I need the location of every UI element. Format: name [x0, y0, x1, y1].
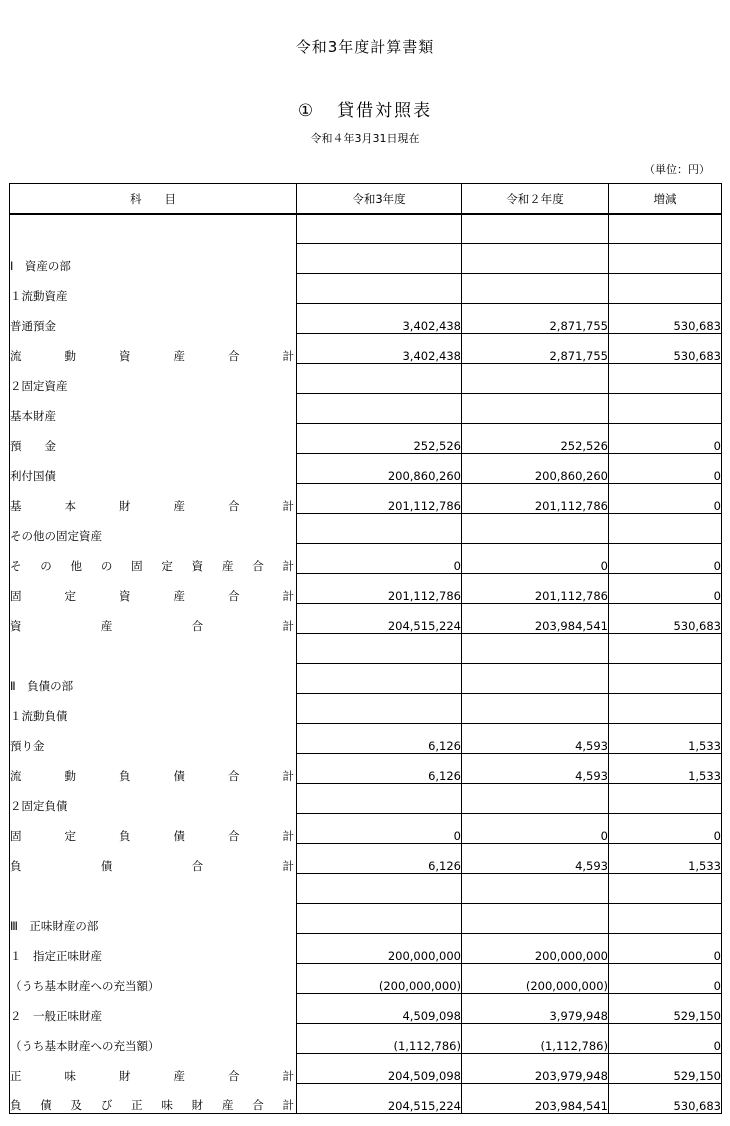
current-year-value: (1,112,786) [297, 1024, 462, 1054]
change-value [609, 664, 722, 694]
current-year-value: 201,112,786 [297, 484, 462, 514]
change-value: 530,683 [609, 334, 722, 364]
table-row [10, 1024, 722, 1054]
change-value [609, 634, 722, 664]
current-year-value [297, 394, 462, 424]
prior-year-value: 4,593 [462, 754, 609, 784]
current-year-value [297, 274, 462, 304]
account-label [10, 1024, 297, 1054]
change-value: 0 [609, 1024, 722, 1054]
table-row [10, 904, 722, 934]
account-label [10, 1084, 297, 1114]
table-row [10, 304, 722, 334]
change-value: 530,683 [609, 604, 722, 634]
prior-year-value: 252,526 [462, 424, 609, 454]
prior-year-value: 203,979,948 [462, 1054, 609, 1084]
account-label [10, 604, 297, 634]
blank-cell [10, 214, 297, 244]
table-row [10, 364, 722, 394]
change-value: 0 [609, 454, 722, 484]
account-label-text: ２ 一般正味財産 [10, 1008, 102, 1023]
prior-year-value: 200,860,260 [462, 454, 609, 484]
table-row [10, 964, 722, 994]
prior-year-value: 2,871,755 [462, 304, 609, 334]
change-value: 0 [609, 424, 722, 454]
current-year-value: 204,515,224 [297, 1084, 462, 1114]
current-year-value [297, 784, 462, 814]
account-label [10, 484, 297, 514]
account-label [10, 454, 297, 484]
change-value [609, 274, 722, 304]
account-label-text: 負債及び正味財産合計 [10, 1098, 294, 1112]
account-label-text: 預 金 [10, 438, 56, 453]
account-label [10, 544, 297, 574]
change-value: 1,533 [609, 724, 722, 754]
change-value [609, 364, 722, 394]
account-label [10, 904, 297, 934]
current-year-value: 0 [297, 544, 462, 574]
sheet-title-text: 貸借対照表 [337, 101, 433, 121]
current-year-value: 0 [297, 814, 462, 844]
table-row [10, 574, 722, 604]
change-value: 0 [609, 814, 722, 844]
change-value: 0 [609, 544, 722, 574]
current-year-value: 4,509,098 [297, 994, 462, 1024]
table-row [10, 814, 722, 844]
current-year-value [297, 904, 462, 934]
current-year-value: 200,860,260 [297, 454, 462, 484]
table-row [10, 634, 722, 664]
prior-year-value: (200,000,000) [462, 964, 609, 994]
account-label-text: １流動負債 [10, 708, 68, 723]
prior-year-value: (1,112,786) [462, 1024, 609, 1054]
blank-cell [462, 214, 609, 244]
account-label [10, 844, 297, 874]
table-row [10, 724, 722, 754]
document-title: 令和3年度計算書類 [295, 38, 435, 56]
account-label [10, 244, 297, 274]
account-label [10, 1054, 297, 1084]
prior-year-value: 200,000,000 [462, 934, 609, 964]
table-row [10, 994, 722, 1024]
account-label [10, 424, 297, 454]
account-label-text: 負債合計 [10, 858, 294, 873]
column-header-prior-year: 令和２年度 [462, 184, 609, 215]
current-year-value: 3,402,438 [297, 334, 462, 364]
column-header-account: 科 目 [10, 184, 297, 215]
change-value [609, 694, 722, 724]
table-row [10, 1054, 722, 1084]
table-row [10, 694, 722, 724]
table-row [10, 664, 722, 694]
change-value [609, 394, 722, 424]
prior-year-value [462, 274, 609, 304]
account-label-text: （うち基本財産への充当額） [10, 1038, 160, 1053]
current-year-value [297, 874, 462, 904]
current-year-value [297, 364, 462, 394]
table-row [10, 244, 722, 274]
balance-sheet-table [9, 183, 722, 1114]
account-label-text: Ⅱ 負債の部 [10, 678, 74, 693]
current-year-value: 252,526 [297, 424, 462, 454]
account-label-text: 利付国債 [10, 468, 56, 483]
account-label [10, 334, 297, 364]
account-label-text: ２固定資産 [10, 378, 68, 393]
table-row [10, 844, 722, 874]
prior-year-value: 0 [462, 544, 609, 574]
current-year-value [297, 514, 462, 544]
prior-year-value [462, 244, 609, 274]
account-label [10, 934, 297, 964]
prior-year-value: 4,593 [462, 844, 609, 874]
account-label-text: 預り金 [10, 738, 45, 753]
prior-year-value: 2,871,755 [462, 334, 609, 364]
prior-year-value [462, 514, 609, 544]
sheet-title [0, 96, 730, 121]
prior-year-value [462, 694, 609, 724]
prior-year-value: 203,984,541 [462, 1084, 609, 1114]
account-label [10, 574, 297, 604]
account-label [10, 274, 297, 304]
change-value: 530,683 [609, 1084, 722, 1114]
change-value [609, 874, 722, 904]
change-value: 0 [609, 574, 722, 604]
blank-cell [297, 214, 462, 244]
change-value [609, 784, 722, 814]
account-label-text: 正味財産合計 [10, 1068, 294, 1083]
account-label [10, 964, 297, 994]
account-label-text: １流動資産 [10, 288, 68, 303]
prior-year-value [462, 784, 609, 814]
blank-cell [609, 214, 722, 244]
table-header-row [10, 184, 722, 215]
account-label [10, 724, 297, 754]
current-year-value: (200,000,000) [297, 964, 462, 994]
account-label-text: １ 指定正味財産 [10, 948, 102, 963]
prior-year-value [462, 874, 609, 904]
account-label-text: 基本財産 [10, 408, 56, 423]
table-row [10, 514, 722, 544]
change-value: 0 [609, 484, 722, 514]
table-row [10, 454, 722, 484]
table-row [10, 394, 722, 424]
account-label [10, 364, 297, 394]
account-label-text: 普通預金 [10, 318, 56, 333]
sheet-number: ① [297, 101, 316, 121]
current-year-value [297, 244, 462, 274]
change-value: 529,150 [609, 994, 722, 1024]
change-value: 1,533 [609, 754, 722, 784]
current-year-value [297, 634, 462, 664]
as-of-date: 令和４年3月31日現在 [310, 132, 420, 145]
table-row [10, 334, 722, 364]
prior-year-value [462, 364, 609, 394]
change-value [609, 514, 722, 544]
account-label [10, 694, 297, 724]
account-label-text: 流動負債合計 [10, 768, 294, 783]
current-year-value: 201,112,786 [297, 574, 462, 604]
account-label-text: 資産合計 [10, 618, 294, 633]
change-value: 529,150 [609, 1054, 722, 1084]
account-label [10, 634, 297, 664]
account-label-text: （うち基本財産への充当額） [10, 978, 160, 993]
current-year-value [297, 664, 462, 694]
change-value: 0 [609, 964, 722, 994]
prior-year-value: 201,112,786 [462, 484, 609, 514]
change-value [609, 904, 722, 934]
account-label [10, 514, 297, 544]
current-year-value: 204,515,224 [297, 604, 462, 634]
current-year-value: 3,402,438 [297, 304, 462, 334]
table-row [10, 424, 722, 454]
table-body [10, 214, 722, 1114]
unit-label: （単位：円） [644, 163, 710, 176]
prior-year-value [462, 904, 609, 934]
prior-year-value: 201,112,786 [462, 574, 609, 604]
table-row [10, 604, 722, 634]
current-year-value: 6,126 [297, 754, 462, 784]
table-row [10, 274, 722, 304]
account-label-text: その他の固定資産 [10, 528, 102, 543]
account-label-text: Ⅰ 資産の部 [10, 258, 71, 273]
table-row [10, 754, 722, 784]
account-label-text: 基本財産合計 [10, 498, 294, 513]
current-year-value: 204,509,098 [297, 1054, 462, 1084]
change-value: 1,533 [609, 844, 722, 874]
account-label [10, 814, 297, 844]
current-year-value: 6,126 [297, 724, 462, 754]
account-label-text: 固定資産合計 [10, 588, 294, 603]
table-row [10, 214, 722, 244]
table-row [10, 784, 722, 814]
table-row [10, 874, 722, 904]
prior-year-value [462, 394, 609, 424]
table-row [10, 1084, 722, 1114]
current-year-value: 6,126 [297, 844, 462, 874]
account-label [10, 994, 297, 1024]
table-row [10, 484, 722, 514]
account-label [10, 394, 297, 424]
account-label [10, 784, 297, 814]
table-row [10, 544, 722, 574]
account-label [10, 664, 297, 694]
account-label-text: ２固定負債 [10, 798, 68, 813]
table-row [10, 934, 722, 964]
change-value [609, 244, 722, 274]
prior-year-value: 0 [462, 814, 609, 844]
current-year-value [297, 694, 462, 724]
prior-year-value [462, 634, 609, 664]
change-value: 0 [609, 934, 722, 964]
prior-year-value: 3,979,948 [462, 994, 609, 1024]
account-label-text: 固定負債合計 [10, 828, 294, 843]
prior-year-value [462, 664, 609, 694]
account-label [10, 874, 297, 904]
current-year-value: 200,000,000 [297, 934, 462, 964]
prior-year-value: 4,593 [462, 724, 609, 754]
prior-year-value: 203,984,541 [462, 604, 609, 634]
account-label-text: その他の固定資産合計 [10, 558, 294, 573]
account-label [10, 754, 297, 784]
column-header-current-year: 令和3年度 [297, 184, 462, 215]
change-value: 530,683 [609, 304, 722, 334]
account-label-text: Ⅲ 正味財産の部 [10, 918, 99, 933]
column-header-change: 増減 [609, 184, 722, 215]
account-label [10, 304, 297, 334]
account-label-text: 流動資産合計 [10, 348, 294, 363]
